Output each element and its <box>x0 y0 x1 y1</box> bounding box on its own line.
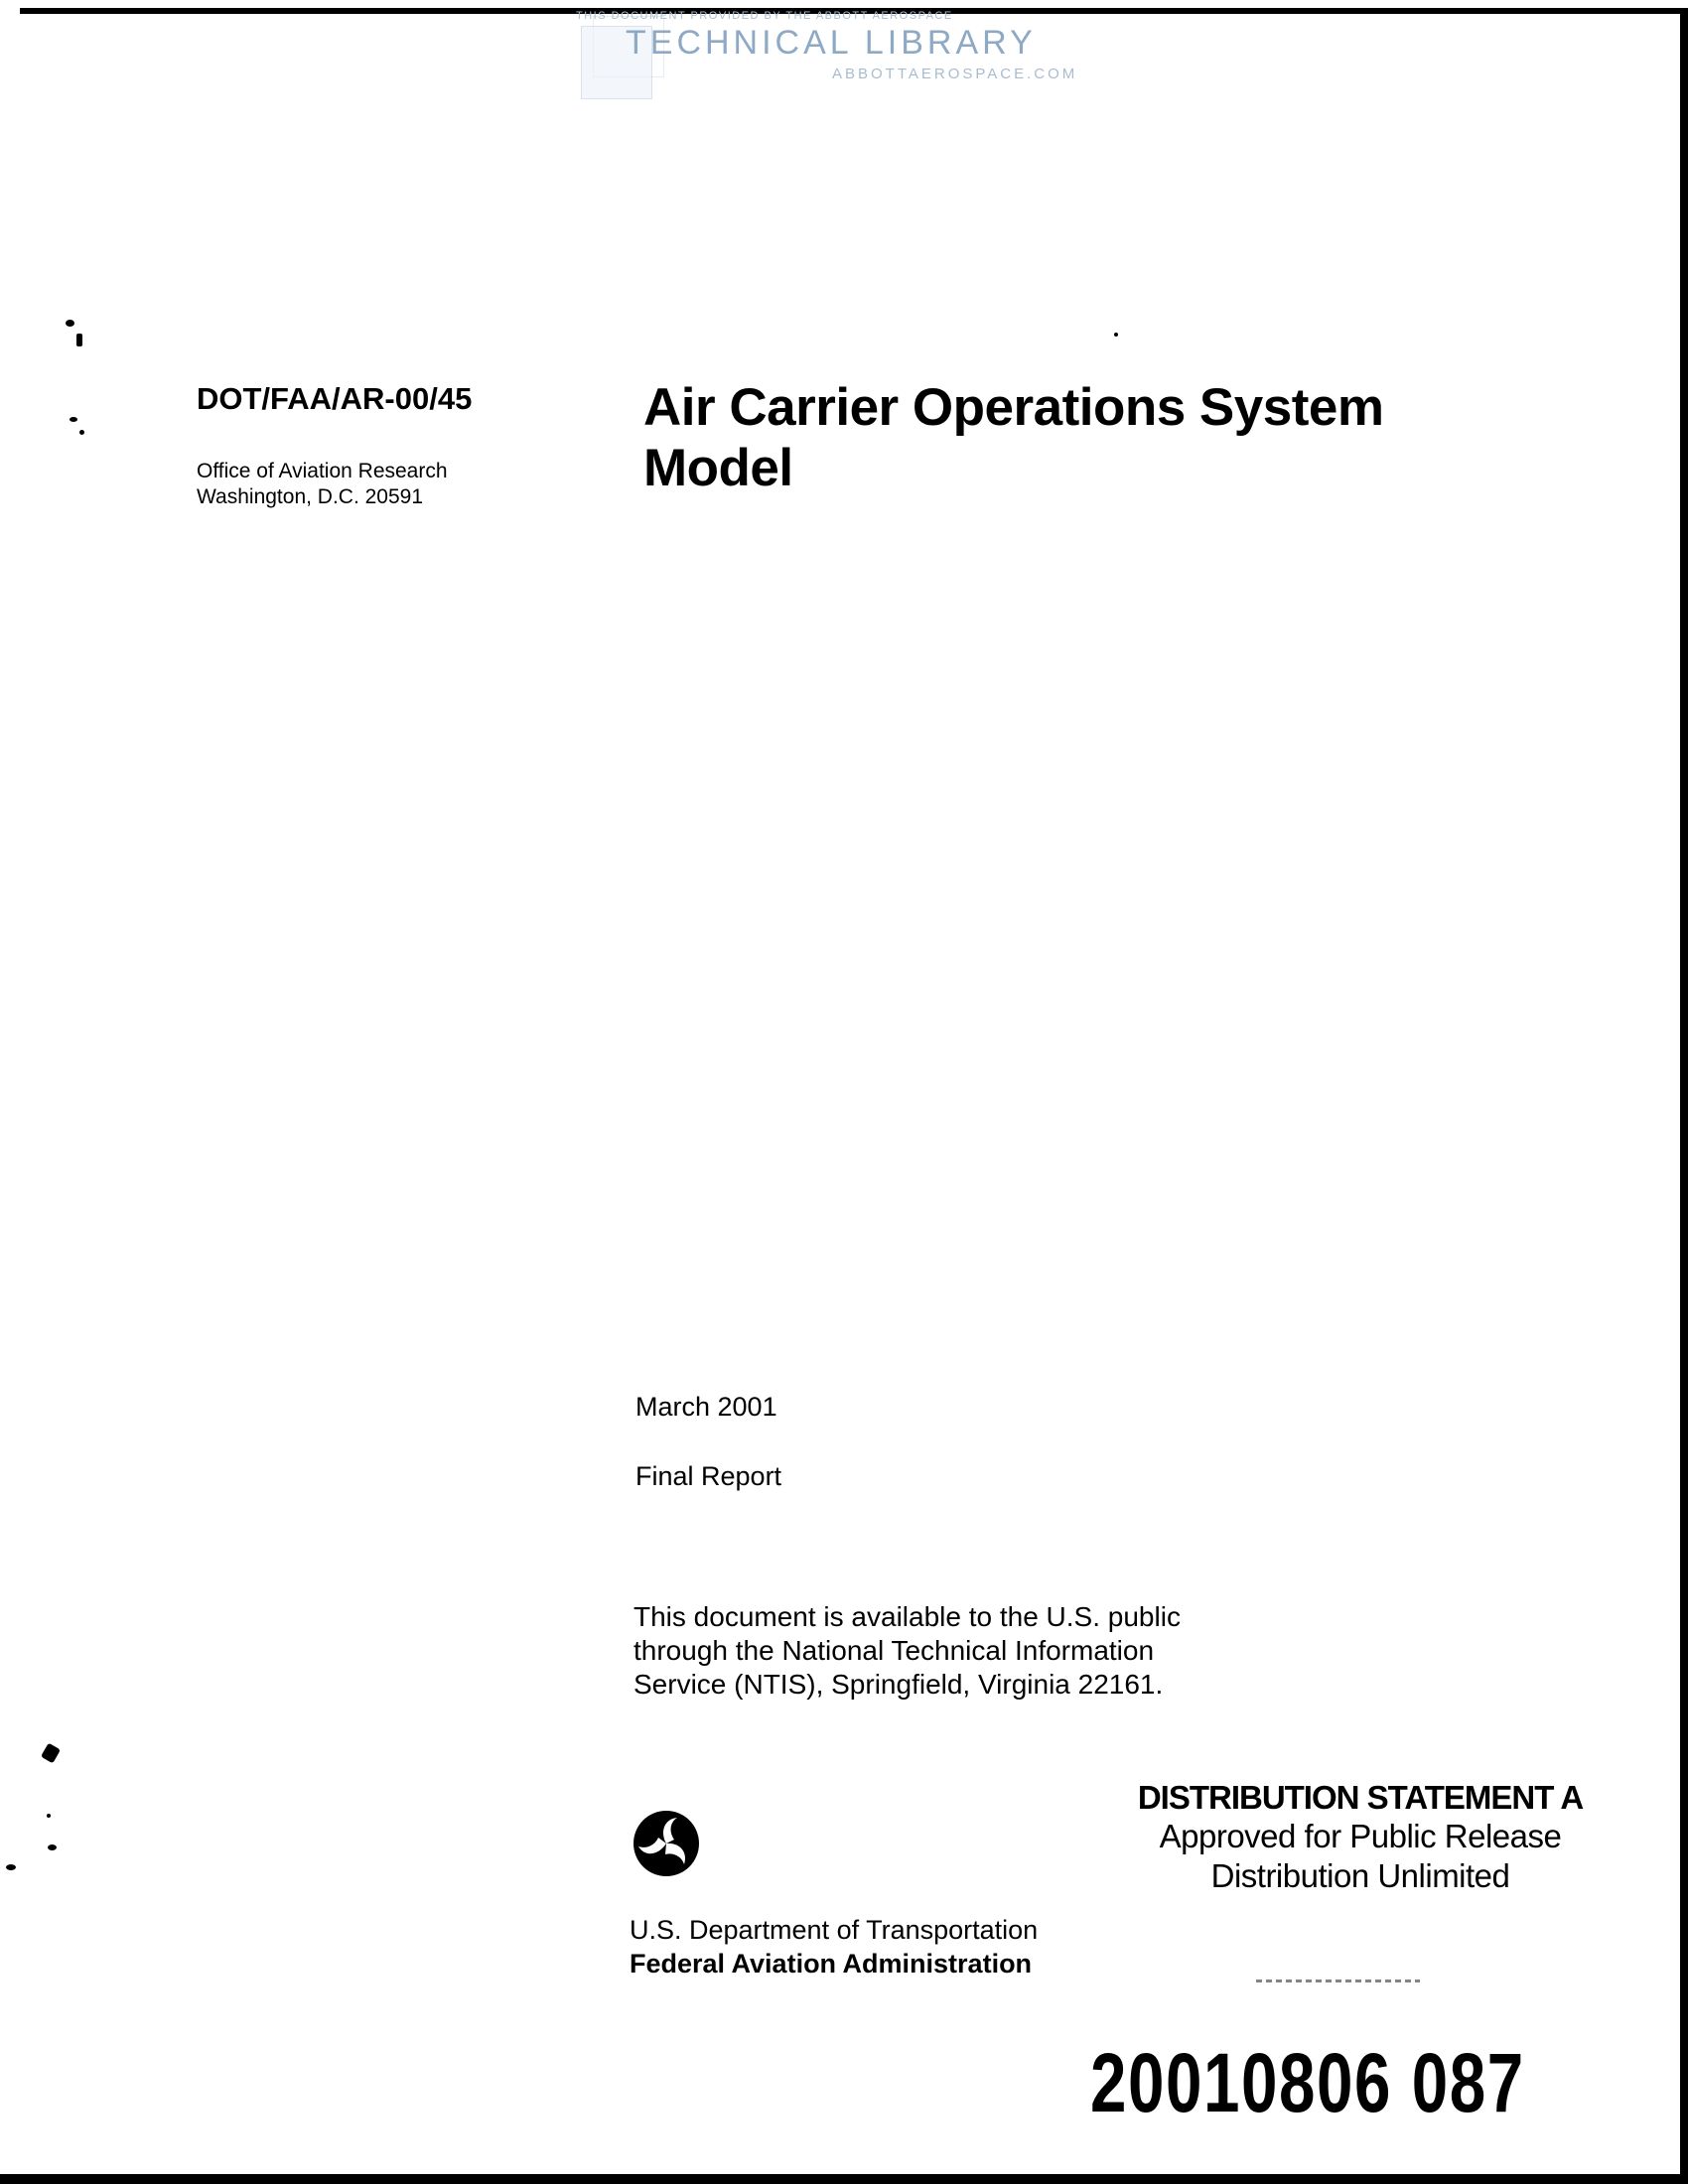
watermark-website: ABBOTTAEROSPACE.COM <box>832 66 1078 82</box>
scan-speck <box>79 430 84 435</box>
agency-name: Federal Aviation Administration <box>630 1949 1033 1979</box>
dot-triskelion-logo-icon <box>632 1809 701 1878</box>
office-address <box>197 459 448 510</box>
office-name: Office of Aviation Research <box>197 460 448 482</box>
scan-speck <box>70 417 77 422</box>
page-frame-right <box>1680 8 1688 2184</box>
office-city: Washington, D.C. 20591 <box>197 485 424 508</box>
distribution-approval: Approved for Public Release <box>1159 1818 1562 1854</box>
scan-speck <box>6 1864 16 1870</box>
distribution-statement <box>1102 1779 1618 1896</box>
scan-artifact-line <box>1256 1979 1420 1982</box>
scan-speck <box>1114 333 1118 337</box>
distribution-scope: Distribution Unlimited <box>1210 1857 1510 1894</box>
document-title-line1: Air Carrier Operations System <box>643 378 1384 437</box>
availability-line1: This document is available to the U.S. public <box>633 1601 1181 1632</box>
report-type: Final Report <box>635 1461 782 1491</box>
availability-line2: through the National Technical Information <box>633 1635 1155 1666</box>
distribution-heading: DISTRIBUTION STATEMENT A <box>1137 1779 1584 1816</box>
abbott-watermark <box>571 10 1087 109</box>
scan-speck <box>48 1844 57 1850</box>
scan-speck <box>76 334 82 346</box>
watermark-provided-by: THIS DOCUMENT PROVIDED BY THE ABBOTT AEROSPACE <box>576 10 953 22</box>
accession-number: 20010806 087 <box>1090 2036 1525 2129</box>
publication-date: March 2001 <box>635 1392 777 1422</box>
department-name: U.S. Department of Transportation <box>630 1915 1039 1945</box>
scan-speck <box>66 320 74 327</box>
report-number: DOT/FAA/AR-00/45 <box>197 381 473 416</box>
watermark-library-name: TECHNICAL LIBRARY <box>626 24 1037 62</box>
availability-line3: Service (NTIS), Springfield, Virginia 22161. <box>633 1669 1164 1700</box>
availability-statement <box>633 1600 1329 1702</box>
scan-speck <box>47 1814 51 1818</box>
document-title-line2: Model <box>643 439 793 497</box>
scan-speck <box>41 1743 61 1764</box>
page-frame-bottom <box>0 2174 1688 2184</box>
department-block <box>630 1913 1038 1980</box>
document-title <box>643 377 1537 498</box>
